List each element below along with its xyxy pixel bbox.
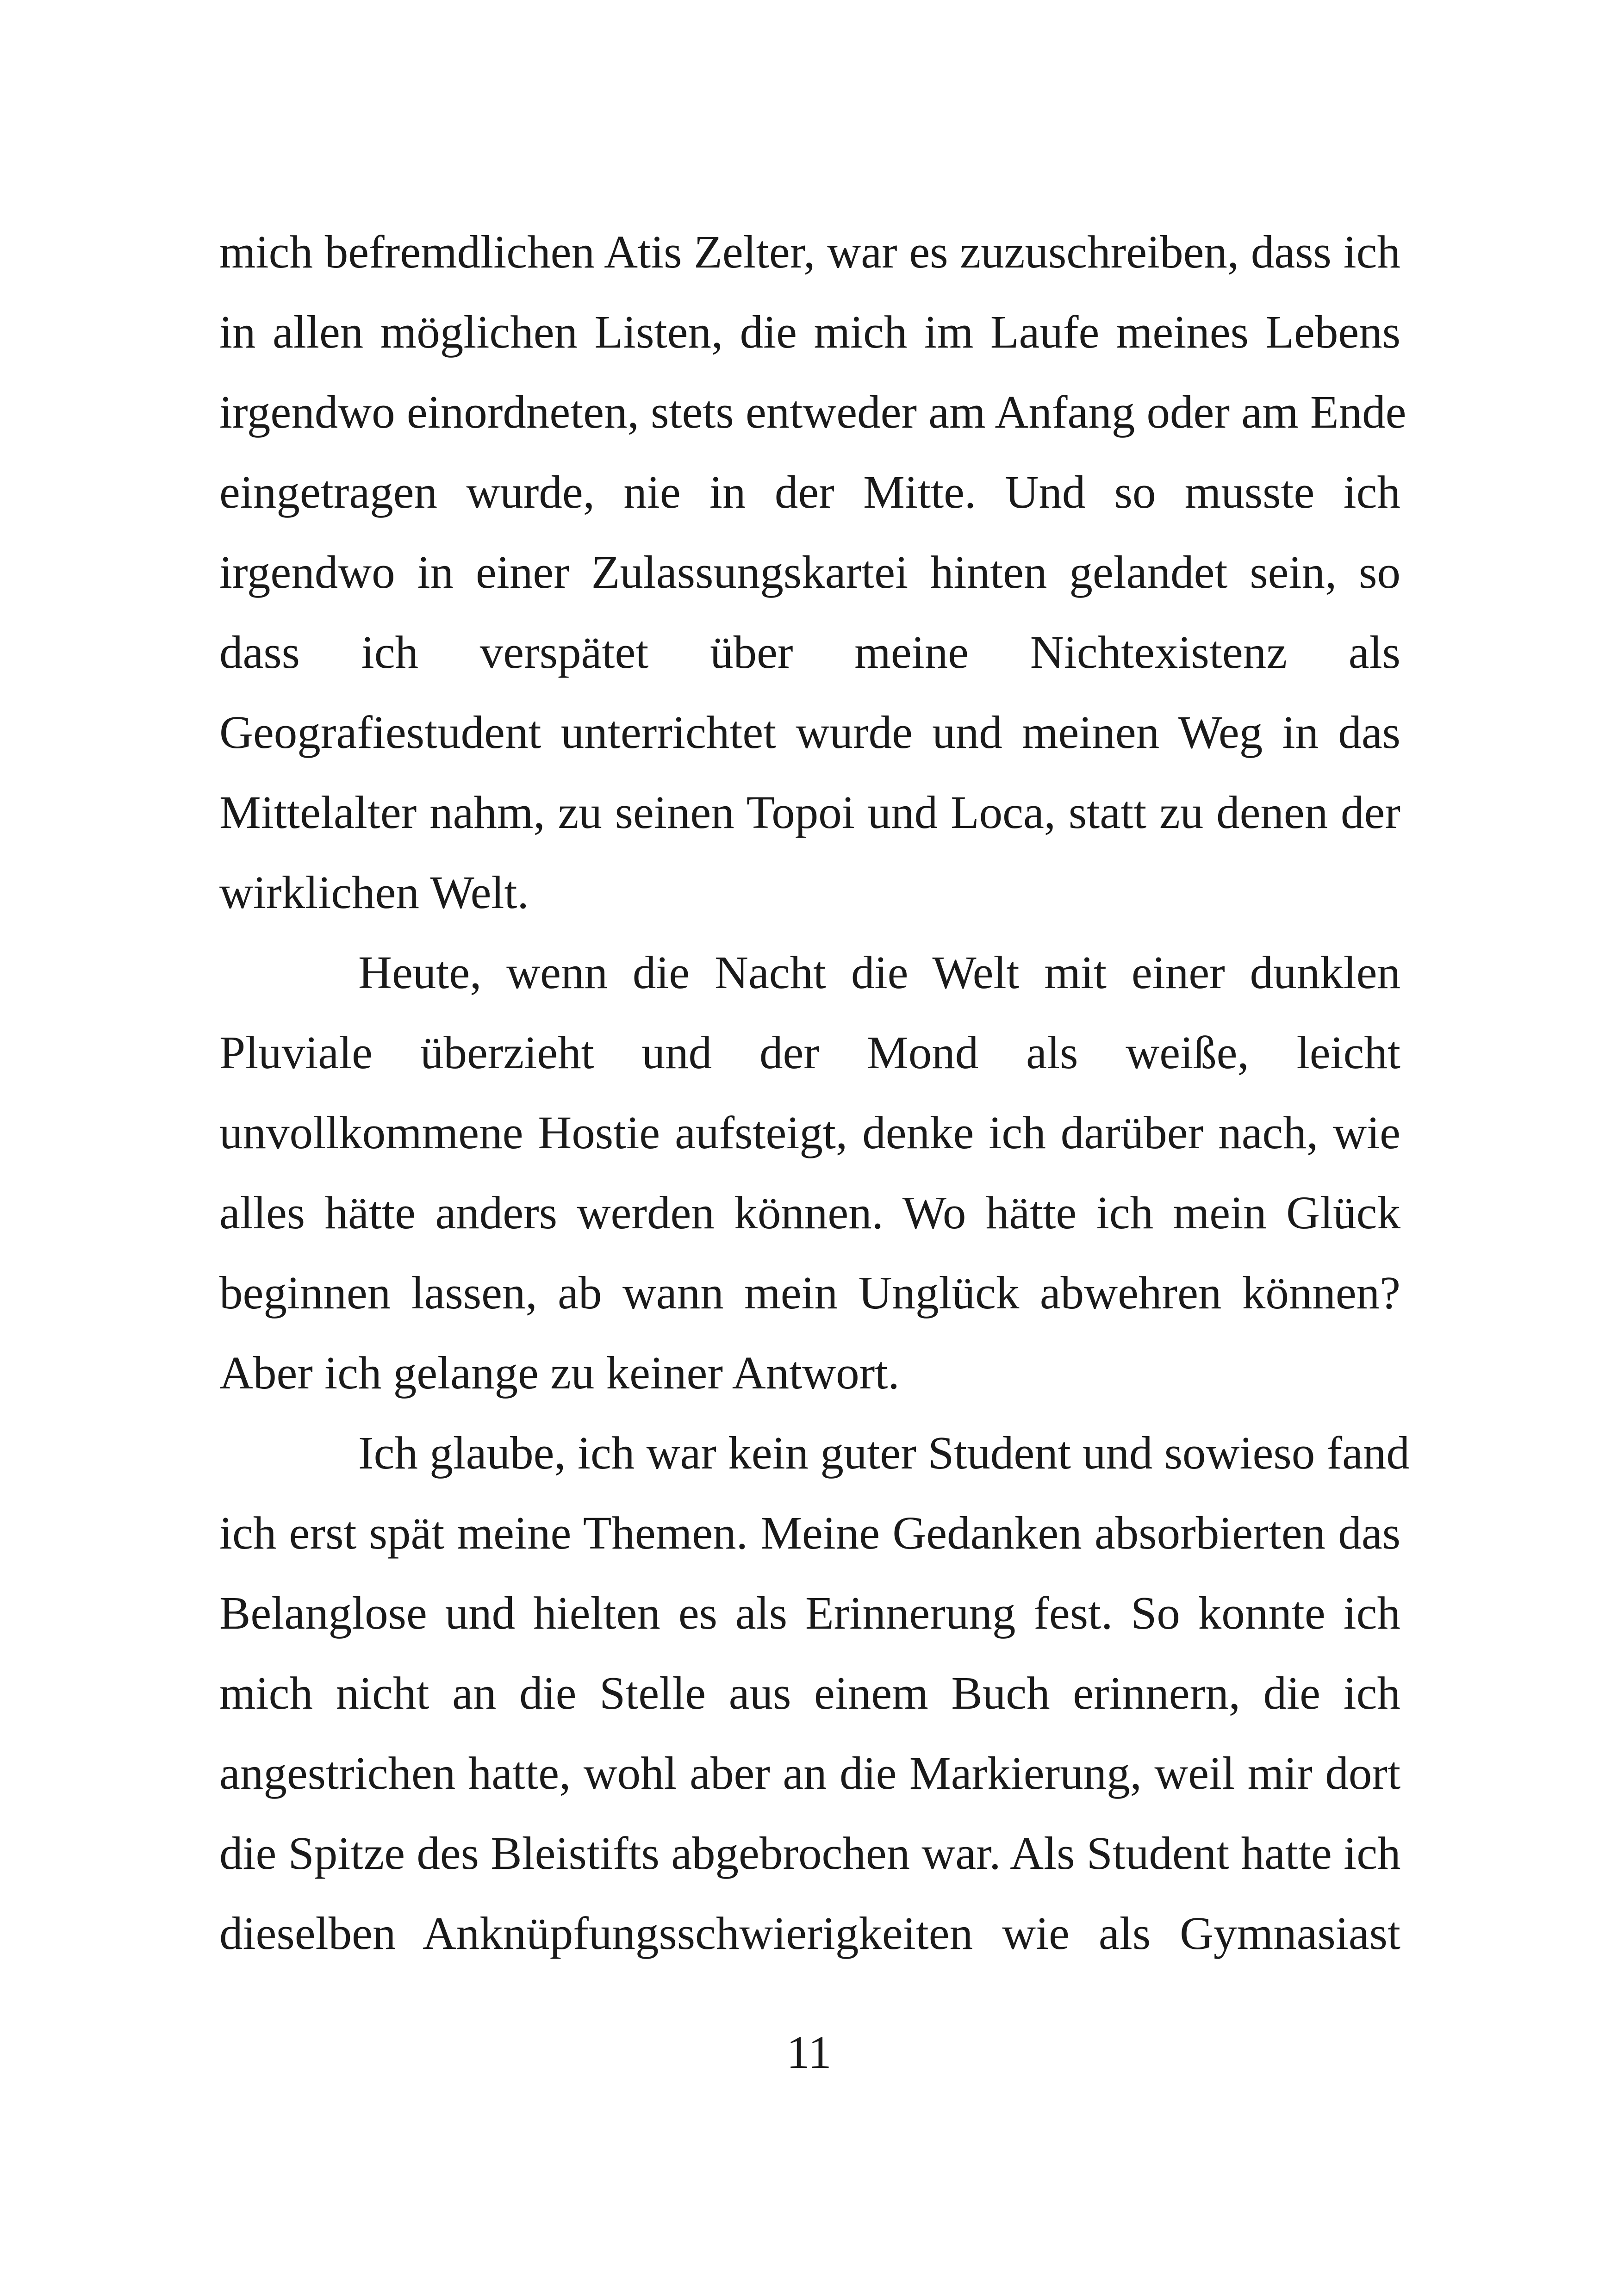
text-line: wirklichen Welt. [219, 866, 529, 918]
text-line: beginnen lassen, ab wann mein Unglück abwehren können? [219, 1267, 1400, 1319]
text-line: mich befremdlichen Atis Zelter, war es zuzuschreiben, dass ich [219, 226, 1400, 278]
text-line: angestrichen hatte, wohl aber an die Markierung, weil mir dort [219, 1747, 1400, 1799]
text-line: irgendwo einordneten, stets entweder am Anfang oder am Ende [219, 386, 1406, 438]
text-line: Belanglose und hielten es als Erinnerung fest. So konnte ich [219, 1587, 1400, 1639]
text-line: unvollkommene Hostie aufsteigt, denke ich darüber nach, wie [219, 1107, 1400, 1158]
text-line: mich nicht an die Stelle aus einem Buch erinnern, die ich [219, 1667, 1400, 1719]
text-line: Heute, wenn die Nacht die Welt mit einer dunklen [358, 946, 1400, 998]
text-line: die Spitze des Bleistifts abgebrochen war. Als Student hatte ich [219, 1827, 1401, 1879]
text-line: Aber ich gelange zu keiner Antwort. [219, 1347, 900, 1399]
text-line: dieselben Anknüpfungsschwierigkeiten wie als Gymnasiast [219, 1907, 1400, 1959]
text-line: irgendwo in einer Zulassungskartei hinten gelandet sein, so [219, 546, 1400, 598]
text-line: in allen möglichen Listen, die mich im Laufe meines Lebens [219, 306, 1400, 358]
page-number: 11 [786, 2026, 832, 2078]
text-line: alles hätte anders werden können. Wo hätte ich mein Glück [219, 1187, 1400, 1238]
text-line: ich erst spät meine Themen. Meine Gedanken absorbierten das [219, 1507, 1400, 1559]
text-line: Geografiestudent unterrichtet wurde und meinen Weg in das [219, 706, 1400, 758]
body-text [219, 212, 1410, 1973]
text-line: eingetragen wurde, nie in der Mitte. Und so musste ich [219, 466, 1400, 518]
text-line: Mittelalter nahm, zu seinen Topoi und Loca, statt zu denen der [219, 786, 1400, 838]
text-line: Ich glaube, ich war kein guter Student und sowieso fand [358, 1427, 1410, 1479]
text-line: dass ich verspätet über meine Nichtexistenz als [219, 626, 1400, 678]
text-line: Pluviale überzieht und der Mond als weiße, leicht [219, 1027, 1400, 1078]
